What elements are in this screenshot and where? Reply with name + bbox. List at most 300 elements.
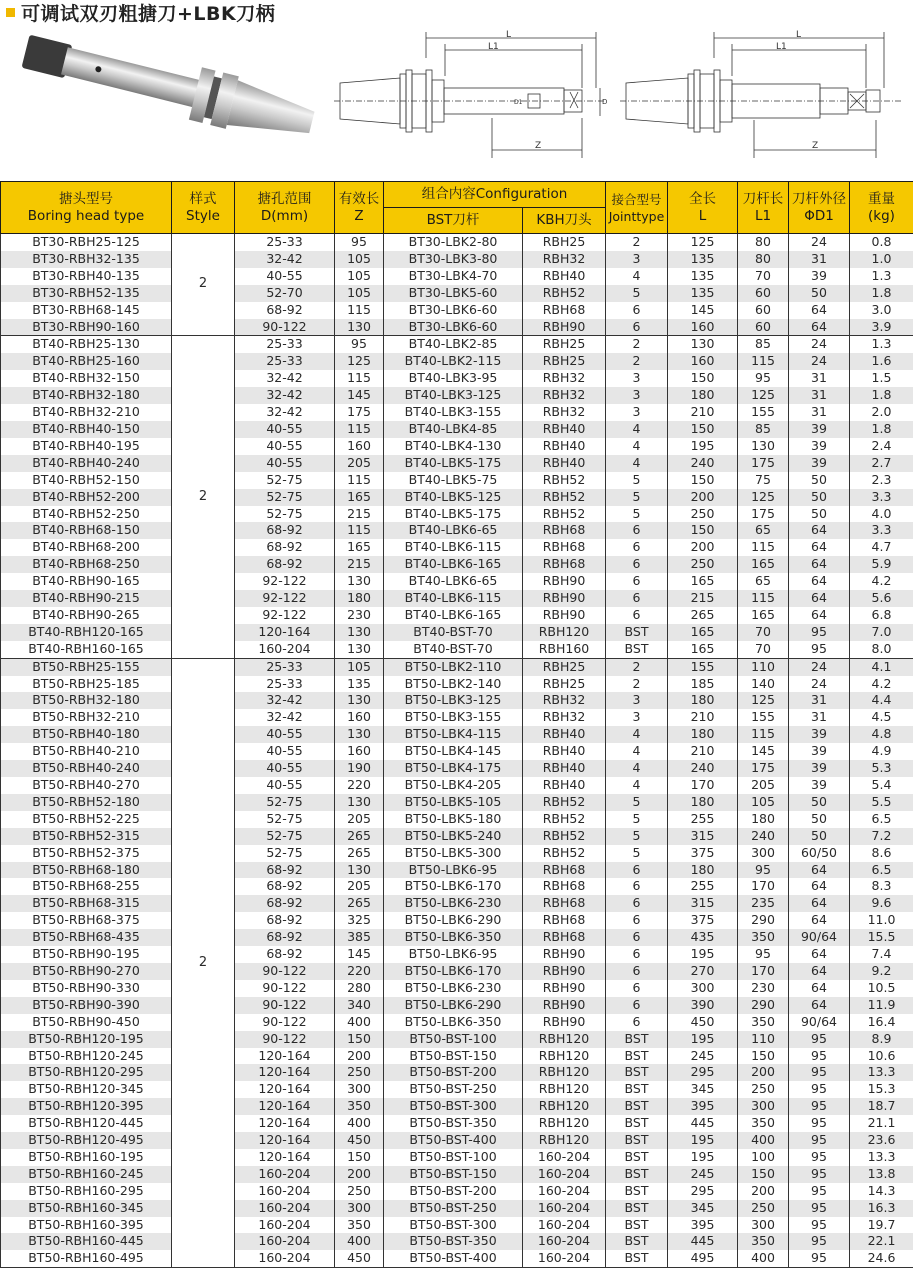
cell-weight: 24.6 — [850, 1250, 913, 1267]
cell-range: 52-75 — [235, 506, 335, 523]
cell-z: 400 — [335, 1014, 384, 1031]
cell-range: 52-70 — [235, 285, 335, 302]
cell-shank-length: 115 — [738, 590, 789, 607]
technical-drawing-1 — [330, 28, 610, 160]
cell-model: BT50-RBH40-210 — [1, 743, 172, 760]
cell-weight: 2.7 — [850, 455, 913, 472]
cell-z: 105 — [335, 285, 384, 302]
table-row — [1, 1081, 913, 1098]
cell-model: BT50-RBH32-210 — [1, 709, 172, 726]
table-row — [1, 946, 913, 963]
cell-shank-length: 155 — [738, 709, 789, 726]
cell-z: 130 — [335, 862, 384, 879]
cell-model: BT50-RBH120-395 — [1, 1098, 172, 1115]
cell-joint: BST — [606, 1250, 668, 1267]
cell-weight: 1.3 — [850, 268, 913, 285]
cell-kbh: RBH120 — [523, 1031, 606, 1048]
cell-shank-length: 350 — [738, 929, 789, 946]
cell-length: 255 — [668, 811, 738, 828]
cell-kbh: 160-204 — [523, 1149, 606, 1166]
cell-z: 350 — [335, 1098, 384, 1115]
cell-bst: BT40-LBK3-155 — [384, 404, 523, 421]
cell-length: 375 — [668, 845, 738, 862]
cell-length: 265 — [668, 607, 738, 624]
col-joint-cn: 接合型号 — [611, 192, 661, 207]
cell-joint: 3 — [606, 370, 668, 387]
cell-shank-diameter: 39 — [789, 421, 850, 438]
cell-z: 130 — [335, 692, 384, 709]
cell-range: 68-92 — [235, 929, 335, 946]
cell-kbh: RBH90 — [523, 607, 606, 624]
cell-shank-diameter: 95 — [789, 1048, 850, 1065]
cell-shank-length: 105 — [738, 794, 789, 811]
cell-weight: 13.3 — [850, 1064, 913, 1081]
cell-joint: BST — [606, 1064, 668, 1081]
cell-length: 180 — [668, 794, 738, 811]
cell-kbh: 160-204 — [523, 1166, 606, 1183]
cell-shank-length: 250 — [738, 1200, 789, 1217]
cell-model: BT50-RBH52-225 — [1, 811, 172, 828]
cell-bst: BT50-BST-100 — [384, 1149, 523, 1166]
cell-bst: BT40-LBK5-125 — [384, 489, 523, 506]
cell-weight: 13.8 — [850, 1166, 913, 1183]
cell-z: 230 — [335, 607, 384, 624]
cell-kbh: 160-204 — [523, 1250, 606, 1267]
cell-kbh: RBH90 — [523, 590, 606, 607]
cell-weight: 2.0 — [850, 404, 913, 421]
cell-z: 130 — [335, 624, 384, 641]
cell-z: 300 — [335, 1081, 384, 1098]
cell-range: 160-204 — [235, 1200, 335, 1217]
cell-shank-length: 145 — [738, 743, 789, 760]
cell-model: BT50-RBH68-435 — [1, 929, 172, 946]
cell-length: 185 — [668, 676, 738, 693]
cell-bst: BT50-LBK5-180 — [384, 811, 523, 828]
cell-shank-diameter: 95 — [789, 1166, 850, 1183]
table-row — [1, 336, 913, 353]
cell-range: 120-164 — [235, 1081, 335, 1098]
cell-bst: BT50-LBK3-125 — [384, 692, 523, 709]
cell-model: BT40-RBH68-150 — [1, 522, 172, 539]
cell-model: BT50-RBH52-315 — [1, 828, 172, 845]
cell-model: BT50-RBH120-245 — [1, 1048, 172, 1065]
table-row — [1, 455, 913, 472]
cell-model: BT50-RBH120-295 — [1, 1064, 172, 1081]
table-row — [1, 811, 913, 828]
cell-length: 395 — [668, 1098, 738, 1115]
cell-bst: BT50-LBK4-205 — [384, 777, 523, 794]
cell-joint: 6 — [606, 556, 668, 573]
cell-model: BT40-RBH25-130 — [1, 336, 172, 353]
cell-bst: BT50-LBK6-170 — [384, 878, 523, 895]
cell-shank-length: 85 — [738, 336, 789, 353]
cell-z: 130 — [335, 726, 384, 743]
cell-joint: 4 — [606, 743, 668, 760]
cell-kbh: RBH90 — [523, 963, 606, 980]
cell-z: 115 — [335, 472, 384, 489]
cell-length: 125 — [668, 234, 738, 251]
table-row — [1, 743, 913, 760]
cell-bst: BT50-BST-150 — [384, 1166, 523, 1183]
cell-bst: BT40-BST-70 — [384, 624, 523, 641]
cell-bst: BT50-LBK4-115 — [384, 726, 523, 743]
table-row — [1, 828, 913, 845]
cell-length: 195 — [668, 1031, 738, 1048]
col-z — [335, 182, 384, 234]
table-row — [1, 1183, 913, 1200]
cell-weight: 23.6 — [850, 1132, 913, 1149]
cell-weight: 7.4 — [850, 946, 913, 963]
cell-kbh: RBH52 — [523, 472, 606, 489]
cell-joint: 3 — [606, 692, 668, 709]
cell-bst: BT30-LBK2-80 — [384, 234, 523, 251]
col-joint — [606, 182, 668, 234]
cell-weight: 11.0 — [850, 912, 913, 929]
col-joint-en: Jointtype — [609, 209, 665, 224]
cell-length: 445 — [668, 1233, 738, 1250]
col-bst: BST刀杆 — [384, 208, 523, 234]
cell-length: 315 — [668, 828, 738, 845]
cell-weight: 2.3 — [850, 472, 913, 489]
cell-bst: BT30-LBK6-60 — [384, 319, 523, 336]
cell-length: 210 — [668, 743, 738, 760]
cell-weight: 1.6 — [850, 353, 913, 370]
cell-model: BT40-RBH90-165 — [1, 573, 172, 590]
cell-length: 135 — [668, 268, 738, 285]
cell-range: 40-55 — [235, 438, 335, 455]
cell-z: 115 — [335, 522, 384, 539]
cell-weight: 3.9 — [850, 319, 913, 336]
cell-z: 160 — [335, 438, 384, 455]
cell-model: BT30-RBH40-135 — [1, 268, 172, 285]
cell-shank-diameter: 31 — [789, 404, 850, 421]
cell-kbh: RBH40 — [523, 268, 606, 285]
cell-shank-diameter: 95 — [789, 1217, 850, 1234]
cell-length: 165 — [668, 573, 738, 590]
cell-range: 40-55 — [235, 760, 335, 777]
cell-z: 265 — [335, 845, 384, 862]
cell-joint: BST — [606, 1183, 668, 1200]
dim-label-d1: D1 — [514, 99, 523, 106]
cell-shank-length: 60 — [738, 285, 789, 302]
cell-length: 160 — [668, 319, 738, 336]
cell-shank-length: 290 — [738, 912, 789, 929]
cell-range: 90-122 — [235, 980, 335, 997]
cell-joint: 6 — [606, 573, 668, 590]
table-row — [1, 929, 913, 946]
col-style-en: Style — [186, 208, 220, 224]
cell-shank-length: 200 — [738, 1064, 789, 1081]
cell-range: 32-42 — [235, 387, 335, 404]
table-row — [1, 268, 913, 285]
cell-range: 160-204 — [235, 1166, 335, 1183]
cell-range: 90-122 — [235, 319, 335, 336]
col-weight-en: (kg) — [868, 208, 895, 224]
cell-weight: 7.0 — [850, 624, 913, 641]
cell-range: 32-42 — [235, 404, 335, 421]
cell-joint: 6 — [606, 895, 668, 912]
cell-shank-length: 170 — [738, 963, 789, 980]
cell-weight: 8.9 — [850, 1031, 913, 1048]
cell-kbh: RBH40 — [523, 760, 606, 777]
cell-length: 395 — [668, 1217, 738, 1234]
cell-shank-length: 150 — [738, 1048, 789, 1065]
cell-kbh: RBH52 — [523, 506, 606, 523]
cell-range: 40-55 — [235, 421, 335, 438]
table-row — [1, 1115, 913, 1132]
cell-kbh: RBH25 — [523, 676, 606, 693]
cell-joint: 6 — [606, 929, 668, 946]
cell-weight: 14.3 — [850, 1183, 913, 1200]
cell-weight: 13.3 — [850, 1149, 913, 1166]
cell-range: 92-122 — [235, 607, 335, 624]
cell-length: 295 — [668, 1064, 738, 1081]
cell-shank-length: 200 — [738, 1183, 789, 1200]
table-row — [1, 692, 913, 709]
cell-model: BT40-RBH52-250 — [1, 506, 172, 523]
cell-length: 200 — [668, 539, 738, 556]
col-length — [668, 182, 738, 234]
cell-shank-diameter: 39 — [789, 455, 850, 472]
cell-shank-diameter: 50 — [789, 506, 850, 523]
cell-bst: BT50-BST-150 — [384, 1048, 523, 1065]
cell-joint: 5 — [606, 285, 668, 302]
cell-z: 215 — [335, 556, 384, 573]
cell-kbh: RBH120 — [523, 1064, 606, 1081]
cell-range: 68-92 — [235, 556, 335, 573]
cell-z: 160 — [335, 709, 384, 726]
cell-length: 150 — [668, 370, 738, 387]
cell-length: 145 — [668, 302, 738, 319]
dim-label-z-2: Z — [812, 141, 818, 151]
cell-kbh: RBH52 — [523, 285, 606, 302]
cell-shank-diameter: 95 — [789, 624, 850, 641]
cell-shank-length: 125 — [738, 692, 789, 709]
cell-joint: BST — [606, 1031, 668, 1048]
cell-joint: 3 — [606, 709, 668, 726]
cell-weight: 4.2 — [850, 573, 913, 590]
cell-length: 255 — [668, 878, 738, 895]
cell-joint: 6 — [606, 862, 668, 879]
cell-weight: 8.0 — [850, 641, 913, 658]
cell-length: 345 — [668, 1081, 738, 1098]
table-row — [1, 1031, 913, 1048]
cell-kbh: RBH120 — [523, 1132, 606, 1149]
table-row — [1, 980, 913, 997]
cell-kbh: RBH68 — [523, 522, 606, 539]
cell-z: 145 — [335, 946, 384, 963]
cell-z: 280 — [335, 980, 384, 997]
cell-model: BT50-RBH120-495 — [1, 1132, 172, 1149]
cell-kbh: RBH90 — [523, 1014, 606, 1031]
table-row — [1, 1149, 913, 1166]
cell-model: BT40-RBH40-150 — [1, 421, 172, 438]
cell-weight: 5.9 — [850, 556, 913, 573]
cell-range: 120-164 — [235, 1149, 335, 1166]
table-row — [1, 912, 913, 929]
cell-shank-diameter: 64 — [789, 963, 850, 980]
cell-bst: BT50-BST-300 — [384, 1098, 523, 1115]
cell-range: 40-55 — [235, 268, 335, 285]
cell-joint: 6 — [606, 980, 668, 997]
cell-weight: 22.1 — [850, 1233, 913, 1250]
cell-kbh: RBH90 — [523, 319, 606, 336]
table-row — [1, 658, 913, 675]
cell-shank-length: 85 — [738, 421, 789, 438]
cell-bst: BT50-LBK5-240 — [384, 828, 523, 845]
cell-shank-length: 65 — [738, 573, 789, 590]
cell-shank-diameter: 31 — [789, 692, 850, 709]
cell-joint: 5 — [606, 794, 668, 811]
cell-bst: BT50-LBK6-230 — [384, 895, 523, 912]
cell-shank-diameter: 64 — [789, 573, 850, 590]
cell-range: 92-122 — [235, 590, 335, 607]
cell-z: 205 — [335, 878, 384, 895]
cell-shank-length: 175 — [738, 455, 789, 472]
cell-kbh: RBH25 — [523, 353, 606, 370]
cell-range: 90-122 — [235, 1014, 335, 1031]
cell-length: 375 — [668, 912, 738, 929]
cell-range: 92-122 — [235, 573, 335, 590]
table-row — [1, 1098, 913, 1115]
cell-shank-length: 350 — [738, 1233, 789, 1250]
cell-shank-diameter: 39 — [789, 743, 850, 760]
cell-shank-diameter: 39 — [789, 726, 850, 743]
cell-range: 25-33 — [235, 234, 335, 251]
cell-bst: BT50-LBK6-290 — [384, 912, 523, 929]
cell-shank-length: 95 — [738, 370, 789, 387]
cell-joint: 4 — [606, 760, 668, 777]
cell-kbh: RBH52 — [523, 828, 606, 845]
col-range — [235, 182, 335, 234]
cell-bst: BT30-LBK4-70 — [384, 268, 523, 285]
cell-shank-diameter: 64 — [789, 539, 850, 556]
cell-z: 130 — [335, 794, 384, 811]
cell-shank-length: 70 — [738, 268, 789, 285]
cell-length: 240 — [668, 760, 738, 777]
col-range-en: D(mm) — [261, 208, 308, 224]
cell-joint: 4 — [606, 777, 668, 794]
cell-range: 160-204 — [235, 1183, 335, 1200]
cell-kbh: RBH52 — [523, 811, 606, 828]
cell-range: 68-92 — [235, 912, 335, 929]
cell-shank-diameter: 95 — [789, 1149, 850, 1166]
cell-shank-diameter: 64 — [789, 912, 850, 929]
cell-shank-length: 150 — [738, 1166, 789, 1183]
cell-bst: BT40-BST-70 — [384, 641, 523, 658]
cell-shank-diameter: 90/64 — [789, 929, 850, 946]
cell-weight: 2.4 — [850, 438, 913, 455]
cell-joint: 5 — [606, 845, 668, 862]
cell-shank-diameter: 64 — [789, 862, 850, 879]
cell-range: 160-204 — [235, 641, 335, 658]
cell-kbh: RBH68 — [523, 302, 606, 319]
cell-length: 180 — [668, 726, 738, 743]
cell-shank-length: 130 — [738, 438, 789, 455]
cell-joint: 3 — [606, 387, 668, 404]
cell-model: BT50-RBH68-375 — [1, 912, 172, 929]
cell-weight: 10.6 — [850, 1048, 913, 1065]
cell-joint: BST — [606, 641, 668, 658]
cell-weight: 4.5 — [850, 709, 913, 726]
cell-weight: 19.7 — [850, 1217, 913, 1234]
cell-shank-diameter: 50 — [789, 472, 850, 489]
cell-joint: 2 — [606, 336, 668, 353]
cell-z: 450 — [335, 1132, 384, 1149]
cell-kbh: RBH120 — [523, 1098, 606, 1115]
cell-length: 165 — [668, 624, 738, 641]
cell-bst: BT40-LBK6-115 — [384, 539, 523, 556]
cell-z: 135 — [335, 676, 384, 693]
cell-joint: 6 — [606, 539, 668, 556]
cell-shank-length: 400 — [738, 1250, 789, 1267]
cell-weight: 3.0 — [850, 302, 913, 319]
cell-joint: 6 — [606, 319, 668, 336]
table-row — [1, 1166, 913, 1183]
cell-shank-length: 350 — [738, 1115, 789, 1132]
cell-shank-diameter: 24 — [789, 353, 850, 370]
cell-shank-diameter: 31 — [789, 709, 850, 726]
cell-kbh: 160-204 — [523, 1183, 606, 1200]
cell-model: BT50-RBH120-345 — [1, 1081, 172, 1098]
cell-shank-length: 235 — [738, 895, 789, 912]
cell-kbh: RBH52 — [523, 845, 606, 862]
table-row — [1, 404, 913, 421]
cell-kbh: RBH40 — [523, 421, 606, 438]
cell-weight: 6.8 — [850, 607, 913, 624]
cell-bst: BT50-LBK4-175 — [384, 760, 523, 777]
cell-model: BT40-RBH52-200 — [1, 489, 172, 506]
cell-range: 52-75 — [235, 489, 335, 506]
cell-style: 2 — [172, 234, 235, 336]
cell-weight: 4.9 — [850, 743, 913, 760]
cell-weight: 10.5 — [850, 980, 913, 997]
cell-joint: BST — [606, 1081, 668, 1098]
cell-model: BT50-RBH25-155 — [1, 658, 172, 675]
cell-length: 315 — [668, 895, 738, 912]
cell-shank-length: 115 — [738, 353, 789, 370]
cell-joint: 6 — [606, 997, 668, 1014]
cell-shank-length: 165 — [738, 607, 789, 624]
cell-bst: BT40-LBK2-85 — [384, 336, 523, 353]
cell-z: 125 — [335, 353, 384, 370]
cell-shank-diameter: 31 — [789, 370, 850, 387]
table-row — [1, 1200, 913, 1217]
cell-range: 52-75 — [235, 828, 335, 845]
cell-bst: BT50-LBK6-230 — [384, 980, 523, 997]
cell-length: 170 — [668, 777, 738, 794]
cell-shank-diameter: 90/64 — [789, 1014, 850, 1031]
cell-shank-length: 60 — [738, 319, 789, 336]
cell-bst: BT40-LBK4-85 — [384, 421, 523, 438]
cell-model: BT40-RBH120-165 — [1, 624, 172, 641]
cell-model: BT30-RBH32-135 — [1, 251, 172, 268]
cell-kbh: RBH32 — [523, 692, 606, 709]
cell-shank-diameter: 64 — [789, 980, 850, 997]
cell-range: 52-75 — [235, 472, 335, 489]
cell-range: 40-55 — [235, 726, 335, 743]
cell-length: 300 — [668, 980, 738, 997]
cell-joint: 4 — [606, 421, 668, 438]
table-row — [1, 726, 913, 743]
cell-model: BT40-RBH52-150 — [1, 472, 172, 489]
cell-bst: BT50-LBK4-145 — [384, 743, 523, 760]
table-row — [1, 556, 913, 573]
cell-joint: BST — [606, 624, 668, 641]
cell-joint: BST — [606, 1217, 668, 1234]
table-row — [1, 573, 913, 590]
cell-kbh: RBH120 — [523, 624, 606, 641]
